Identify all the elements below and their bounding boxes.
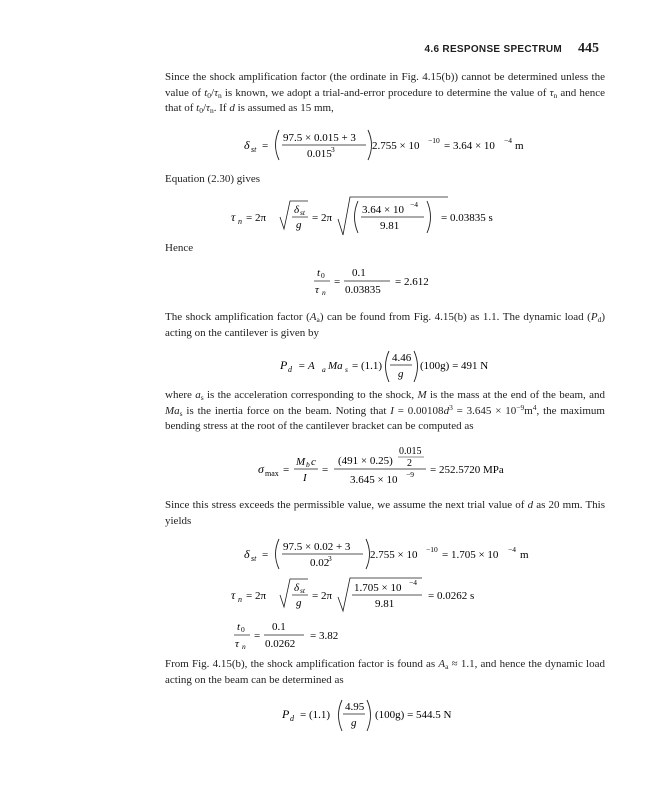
eq2-denominator: 9.81 <box>380 220 400 232</box>
eq3-eq: = <box>334 276 341 288</box>
eq3-result: = 2.612 <box>395 276 429 288</box>
eq8-den-sub: n <box>242 642 246 651</box>
page-number: 445 <box>578 41 599 56</box>
eq9-coef: = (1.1) <box>300 709 331 721</box>
eq5-num: M <box>296 456 306 468</box>
eq5-num2: c <box>311 456 316 468</box>
eq7-frac-num-sub: st <box>300 586 306 595</box>
eq2-lhs: τ <box>231 210 236 224</box>
eq7-num-exp: −4 <box>409 578 417 587</box>
svg-text:=: = <box>262 549 269 561</box>
eq2-two-pi-2: = 2π <box>312 212 333 224</box>
eq6-numerator: 97.5 × 0.02 + 3 <box>283 541 351 553</box>
eq7-frac-num: δ <box>294 582 300 594</box>
paragraph-amplification: The shock amplification factor $(A_a)$ can be found from Fig. 4.15(b) as 1.1. The dynamic load $(P_d)$ acting on the cantilever is given by <box>165 311 605 339</box>
eq2-frac-num: δ <box>294 204 300 216</box>
eq5-num-sub: b <box>306 460 310 469</box>
eq4-den: g <box>398 368 404 380</box>
eq8-eq: = <box>254 630 261 642</box>
paragraph-equation-ref: Equation (2.30) gives <box>165 173 261 185</box>
eq8-num: t <box>237 621 241 633</box>
eq2-frac-num-sub: st <box>300 208 306 217</box>
eq7-result: = 0.0262 s <box>428 590 475 602</box>
equation-deflection-2 <box>230 534 550 577</box>
eq3-den-sub: n <box>322 288 326 297</box>
eq6-lhs: δ <box>244 547 250 561</box>
eq2-numerator: 3.64 × 10 <box>362 204 404 216</box>
equation-deflection-1 <box>230 125 550 168</box>
eq6-denominator: 0.02 <box>310 557 330 569</box>
eq9-den: g <box>351 717 357 729</box>
eq9-lhs-sub: d <box>290 714 294 723</box>
eq4-mid2-sub: s <box>345 365 348 374</box>
eq3-num: t <box>317 267 321 279</box>
eq4-mid: = A <box>298 360 315 372</box>
paragraph-hence: Hence <box>165 242 194 254</box>
eq8-result: = 3.82 <box>310 630 339 642</box>
eq3-den2: 0.03835 <box>345 284 381 296</box>
eq6-lhs-sub: st <box>251 554 257 563</box>
paragraph-stress-setup: where $a_s$ is the acceleration corresponding to the shock, M is the mass at the end of the beam, and $Ma_s$ is the inertia force on the beam. Noting that $I = 0.00108d^3 = 3.645 \times 10^{-9}m^4$, the maximum bending stress at the root of the cantilever bracket can be computed as <box>165 389 605 432</box>
eq6-rhs: 2.755 × 10 <box>370 549 418 561</box>
eq5-top-num: 0.015 <box>399 446 422 457</box>
eq4-mid-sub: a <box>322 365 326 374</box>
eq9-lhs: P <box>282 707 290 721</box>
eq3-num-sub: 0 <box>321 271 325 280</box>
eq8-num2: 0.1 <box>272 621 286 633</box>
eq4-num: 4.46 <box>392 352 412 364</box>
eq2-two-pi: = 2π <box>246 212 267 224</box>
eq1-denominator: 0.015 <box>307 148 332 160</box>
eq7-lhs-sub: n <box>238 595 242 604</box>
eq2-result: = 0.03835 s <box>441 212 493 224</box>
equation-dynamic-load-1 <box>278 345 518 390</box>
eq6-den-sup: 3 <box>328 554 332 563</box>
equation-period-1 <box>226 195 546 246</box>
eq7-numerator: 1.705 × 10 <box>354 582 402 594</box>
eq5-bottom: 3.645 × 10 <box>350 474 398 486</box>
eq5-eq2: = <box>322 464 329 476</box>
eq1-rhs: 2.755 × 10 <box>372 140 420 152</box>
eq5-den: I <box>303 472 307 484</box>
svg-text:=: = <box>262 140 269 152</box>
eq5-lhs: σ <box>258 462 264 476</box>
eq2-frac-den: g <box>296 219 302 231</box>
eq4-lhs-sub: d <box>288 365 292 374</box>
eq2-num-exp: −4 <box>410 200 418 209</box>
eq8-den2: 0.0262 <box>265 638 296 650</box>
eq5-result: = 252.5720 MPa <box>430 464 504 476</box>
eq5-bottom-exp: −9 <box>406 470 414 479</box>
eq7-two-pi: = 2π <box>246 590 267 602</box>
eq1-result-exp: −4 <box>504 136 512 145</box>
equation-max-stress <box>256 440 556 495</box>
eq3-num2: 0.1 <box>352 267 366 279</box>
eq9-num: 4.95 <box>345 701 365 713</box>
running-header <box>425 41 599 57</box>
eq7-lhs: τ <box>231 588 236 602</box>
eq1-unit: m <box>515 140 524 152</box>
eq8-num-sub: 0 <box>241 625 245 634</box>
eq4-coef: = (1.1) <box>352 360 383 372</box>
eq6-unit: m <box>520 549 529 561</box>
eq1-rhs-exp: −10 <box>428 136 440 145</box>
eq6-result-exp: −4 <box>508 545 516 554</box>
equation-dynamic-load-2 <box>280 694 520 739</box>
eq6-rhs-exp: −10 <box>426 545 438 554</box>
eq4-mid2: Ma <box>328 360 343 372</box>
equation-ratio-1 <box>310 262 450 305</box>
eq3-den: τ <box>315 284 319 296</box>
eq4-lhs: P <box>280 358 288 372</box>
eq2-lhs-sub: n <box>238 217 242 226</box>
paragraph-next-trial: Since this stress exceeds the permissible value, we assume the next trial value of d as 20 mm. This yields <box>165 499 606 527</box>
equation-ratio-2 <box>230 616 370 659</box>
eq1-numerator: 97.5 × 0.015 + 3 <box>283 132 356 144</box>
eq9-tail: (100g) = 544.5 N <box>375 709 452 721</box>
eq1-lhs: δ <box>244 138 250 152</box>
paragraph-intro: Since the shock amplification factor (the ordinate in Fig. 4.15(b)) cannot be determined unless the value of $t_0/\tau_n$ is known, we adopt a trial-and-error procedure to determine the value of $\tau_n$ and hence that of $t_0/\tau_n$. If d is assumed as 15 mm, <box>165 71 606 115</box>
eq7-two-pi-2: = 2π <box>312 590 333 602</box>
paragraph-final-load: From Fig. 4.15(b), the shock amplification factor is found as $A_a \approx 1.1$, and hence the dynamic load acting on the beam can be determined as <box>165 658 605 686</box>
eq5-top: (491 × 0.25) <box>338 455 393 467</box>
eq7-denominator: 9.81 <box>375 598 395 610</box>
eq5-lhs-sub: max <box>265 469 279 478</box>
eq5-top-den: 2 <box>407 458 412 469</box>
equation-period-2 <box>226 575 546 620</box>
section-title: 4.6 RESPONSE SPECTRUM <box>424 44 562 55</box>
eq7-frac-den: g <box>296 597 302 609</box>
eq8-den: τ <box>235 638 239 650</box>
eq4-tail: (100g) = 491 N <box>420 360 489 372</box>
eq5-eq1: = <box>283 464 290 476</box>
eq1-result: = 3.64 × 10 <box>444 140 495 152</box>
eq6-result: = 1.705 × 10 <box>442 549 499 561</box>
eq1-lhs-sub: st <box>251 145 257 154</box>
eq1-den-sup: 3 <box>331 145 335 154</box>
